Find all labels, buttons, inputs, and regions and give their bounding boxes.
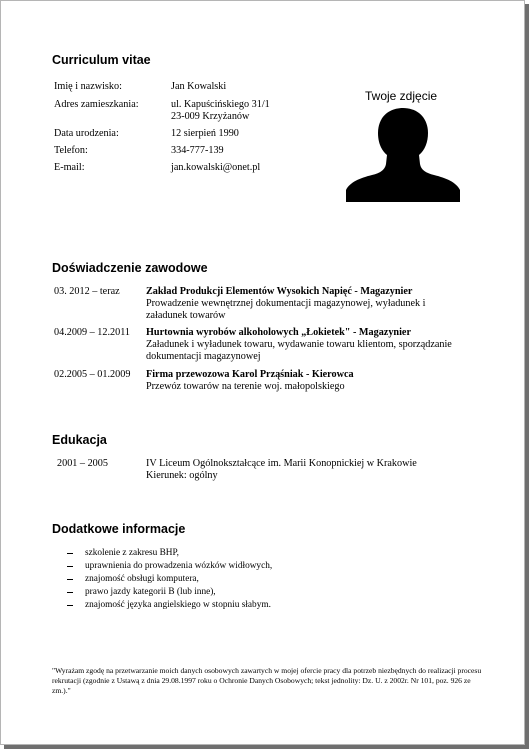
email-value: jan.kowalski@onet.pl	[171, 162, 261, 173]
address-label: Adres zamieszkania:	[54, 99, 139, 110]
photo-label: Twoje zdjęcie	[365, 89, 438, 103]
experience-period: 04.2009 – 12.2011	[54, 327, 131, 338]
experience-heading: Doświadczenie zawodowe	[52, 261, 208, 275]
address-line1: ul. Kapuścińskiego 31/1	[171, 99, 270, 110]
dash-bullet-icon	[67, 605, 73, 606]
experience-company: Firma przewozowa Karol Prząśniak - Kierowca	[146, 369, 354, 380]
experience-description-line1: Prowadzenie wewnętrznej dokumentacji magazynowej, wyładunek i	[146, 298, 426, 309]
experience-company: Zakład Produkcji Elementów Wysokich Napięć - Magazynier	[146, 286, 413, 297]
list-item-text: szkolenie z zakresu BHP,	[85, 548, 179, 558]
name-label: Imię i nazwisko:	[54, 81, 122, 92]
experience-period: 03. 2012 – teraz	[54, 286, 120, 297]
experience-description-line2: dokumentacji magazynowej	[146, 351, 261, 362]
phone-value: 334-777-139	[171, 145, 224, 156]
email-label: E-mail:	[54, 162, 85, 173]
education-school: IV Liceum Ogólnokształcące im. Marii Konopnickiej w Krakowie	[146, 458, 417, 469]
education-heading: Edukacja	[52, 433, 107, 447]
experience-period: 02.2005 – 01.2009	[54, 369, 131, 380]
additional-heading: Dodatkowe informacje	[52, 522, 186, 536]
list-item-text: znajomość języka angielskiego w stopniu słabym.	[85, 600, 271, 610]
cv-title: Curriculum vitae	[52, 53, 151, 67]
experience-description-line1: Przewóz towarów na terenie woj. małopolskiego	[146, 381, 345, 392]
address-line2: 23-009 Krzyżanów	[171, 111, 250, 122]
dash-bullet-icon	[67, 579, 73, 580]
gdpr-consent-footnote: "Wyrażam zgodę na przetwarzanie moich danych osobowych zawartych w mojej ofercie pracy dla potrzeb niezbędnych do realizacji procesu rekrutacji (zgodnie z Ustawą z dnia 29.08.1997 roku o Ochronie Danych Osobowych; tekst jednolity: Dz. U. z 2002r. Nr 101, poz. 926 ze zm.)."	[52, 666, 482, 695]
birth-label: Data urodzenia:	[54, 128, 119, 139]
dash-bullet-icon	[67, 566, 73, 567]
name-value: Jan Kowalski	[171, 81, 227, 92]
list-item-text: uprawnienia do prowadzenia wózków widłowych,	[85, 561, 273, 571]
dash-bullet-icon	[67, 592, 73, 593]
phone-label: Telefon:	[54, 145, 88, 156]
experience-company: Hurtownia wyrobów alkoholowych „Łokietek" - Magazynier	[146, 327, 411, 338]
birth-value: 12 sierpień 1990	[171, 128, 239, 139]
education-period: 2001 – 2005	[57, 458, 108, 469]
list-item-text: znajomość obsługi komputera,	[85, 574, 199, 584]
person-silhouette-icon	[346, 106, 460, 202]
dash-bullet-icon	[67, 553, 73, 554]
experience-description-line1: Załadunek i wyładunek towaru, wydawanie towaru klientom, sporządzanie	[146, 339, 452, 350]
experience-description-line2: załadunek towarów	[146, 310, 226, 321]
education-profile: Kierunek: ogólny	[146, 470, 218, 481]
list-item-text: prawo jazdy kategorii B (lub inne),	[85, 587, 216, 597]
